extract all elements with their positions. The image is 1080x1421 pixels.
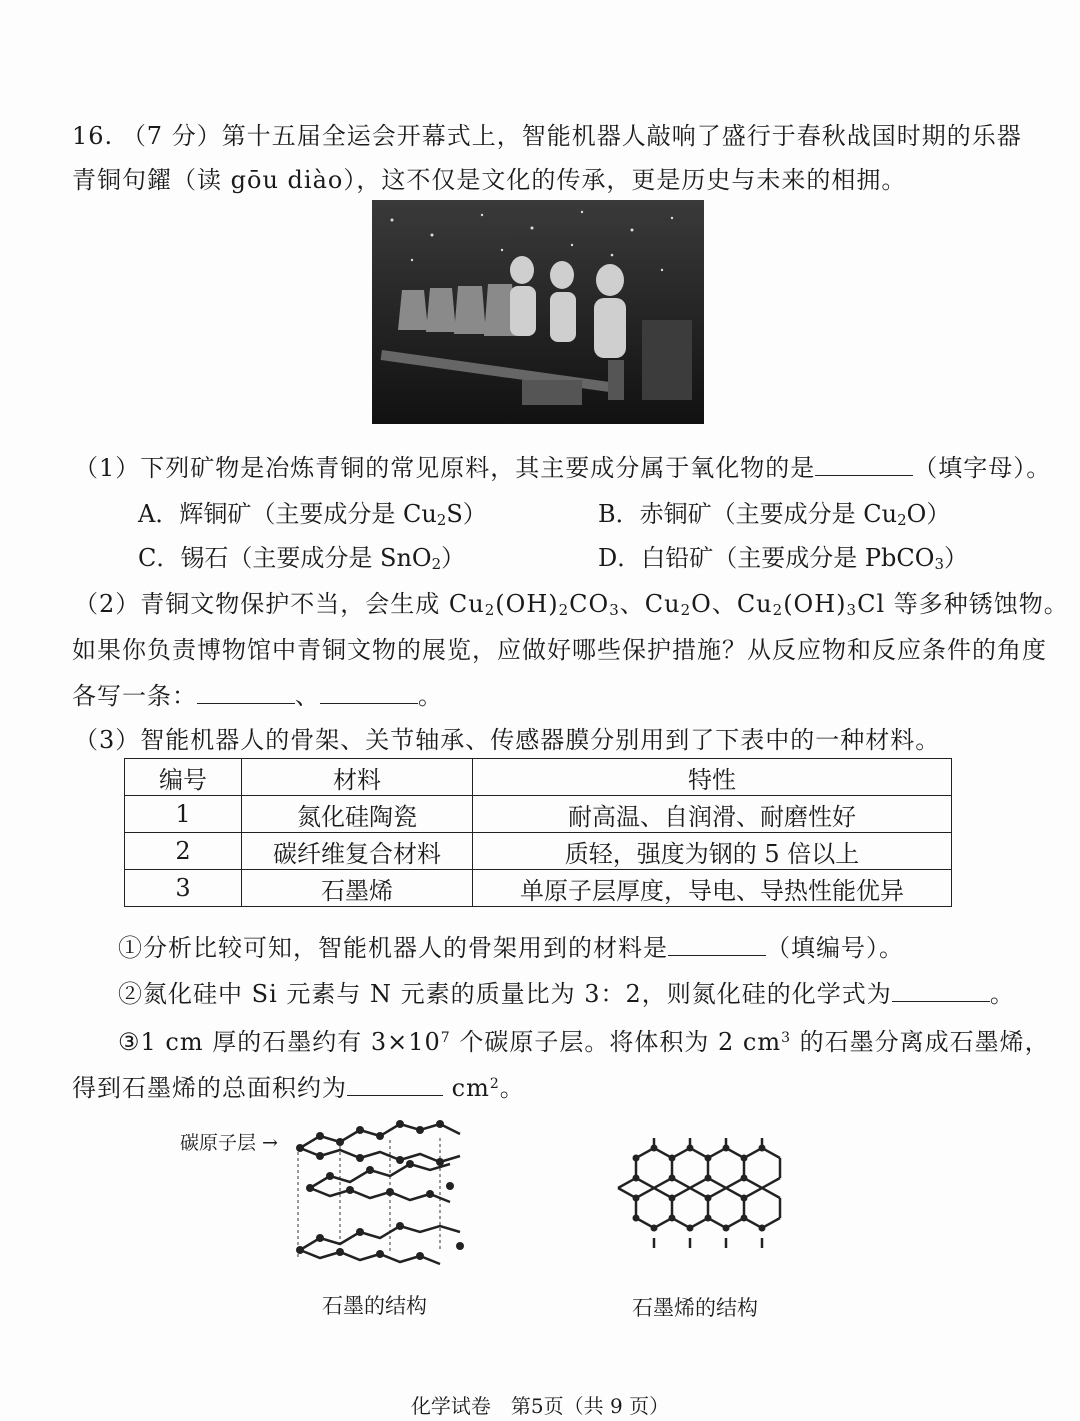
part2-suffix: 等多种锈蚀物。 <box>885 590 1069 618</box>
option-a-formula: Cu <box>402 500 437 528</box>
page-footer: 化学试卷 第5页（共 9 页） <box>410 1394 670 1418</box>
option-a-text: A．辉铜矿（主要成分是 <box>138 500 403 528</box>
part3-q3-line2-text: 得到石墨烯的总面积约为 <box>72 1074 347 1102</box>
part2-answer-blank-1[interactable] <box>197 681 295 704</box>
carbon-layer-label: 碳原子层 → <box>180 1132 278 1154</box>
option-b-text: B．赤铜矿（主要成分是 <box>598 500 864 528</box>
table-cell: 耐高温、自润滑、耐磨性好 <box>473 796 952 833</box>
option-b-formula: Cu <box>863 500 898 528</box>
question-number: 16. <box>72 122 114 150</box>
materials-table <box>124 758 952 907</box>
part3-q3-unit: cm <box>443 1074 490 1102</box>
part3-q1-hint: （填编号）。 <box>766 934 904 962</box>
robot-bells-photo <box>372 200 704 424</box>
part3-q2-text: ②氮化硅中 Si 元素与 N 元素的质量比为 3：2，则氮化硅的化学式为 <box>118 980 892 1008</box>
part3-q3-text-3: 的石墨分离成石墨烯， <box>791 1028 1050 1056</box>
option-d-formula: PbCO <box>864 544 935 572</box>
table-cell: 单原子层厚度，导电、导热性能优异 <box>473 870 952 907</box>
part3-q3-exponent-2: 3 <box>781 1030 791 1046</box>
table-header: 材料 <box>242 759 473 796</box>
table-row <box>125 833 952 870</box>
option-a[interactable] <box>138 494 487 529</box>
graphite-caption: 石墨的结构 <box>322 1294 427 1318</box>
option-c-formula-end: ） <box>441 544 466 572</box>
part3-q3 <box>118 1022 1050 1057</box>
part3-q3-line2-end: 。 <box>499 1074 525 1102</box>
option-b-formula-end: O） <box>906 500 951 528</box>
graphite-structure-diagram <box>280 1110 480 1280</box>
table-cell: 3 <box>125 870 242 907</box>
option-b-sub: 2 <box>897 511 907 529</box>
graphene-caption: 石墨烯的结构 <box>632 1296 758 1320</box>
table-header: 编号 <box>125 759 242 796</box>
option-c[interactable] <box>138 538 465 573</box>
option-d[interactable] <box>598 538 968 573</box>
question-intro-line2: 青铜句鑃（读 gōu diào），这不仅是文化的传承，更是历史与未来的相拥。 <box>72 166 907 194</box>
table-cell: 氮化硅陶瓷 <box>242 796 473 833</box>
option-d-text: D．白铅矿（主要成分是 <box>598 544 865 572</box>
part1-stem-text: （1）下列矿物是冶炼青铜的常见原料，其主要成分属于氧化物的是 <box>74 454 816 482</box>
part3-q1-text: ①分析比较可知，智能机器人的骨架用到的材料是 <box>118 934 668 962</box>
part2-prefix: （2）青铜文物保护不当，会生成 <box>74 590 449 618</box>
question-intro-text: 第十五届全运会开幕式上，智能机器人敲响了盛行于春秋战国时期的乐器 <box>221 122 1022 150</box>
option-a-sub: 2 <box>436 511 447 529</box>
part3-q3-unit-exponent: 2 <box>489 1076 500 1092</box>
part3-q3-answer-blank[interactable] <box>347 1073 443 1096</box>
part3-stem: （3）智能机器人的骨架、关节轴承、传感器膜分别用到了下表中的一种材料。 <box>74 726 941 754</box>
question-intro-line1 <box>72 116 1022 151</box>
table-cell: 1 <box>125 796 242 833</box>
part3-q3-exponent: 7 <box>440 1030 451 1046</box>
part2-stem: （2）青铜文物保护不当，会生成 $Cu_2(OH)_2CO_3$、$Cu_2O$、$Cu_2(OH)_3Cl$ 等多种锈蚀物。 <box>74 590 1069 619</box>
part1-answer-blank[interactable] <box>815 453 913 476</box>
option-c-text: C．锡石（主要成分是 <box>138 544 380 572</box>
table-header: 特性 <box>473 759 952 796</box>
graphene-structure-diagram <box>608 1128 808 1258</box>
question-score: （7 分） <box>121 122 222 150</box>
part3-q1 <box>118 928 904 963</box>
table-row <box>125 870 952 907</box>
option-d-formula-end: ） <box>943 544 968 572</box>
table-cell: 质轻，强度为钢的 5 倍以上 <box>473 833 952 870</box>
part3-q2-answer-blank[interactable] <box>892 979 990 1002</box>
table-row <box>125 796 952 833</box>
part1-stem-hint: （填字母）。 <box>913 454 1052 482</box>
option-c-formula: SnO <box>380 544 432 572</box>
part1-stem <box>74 448 1051 483</box>
part3-q3-line2 <box>72 1068 525 1103</box>
part3-q2 <box>118 974 1015 1009</box>
part3-q2-end: 。 <box>989 980 1015 1008</box>
table-cell: 2 <box>125 833 242 870</box>
option-b[interactable] <box>598 494 950 529</box>
part3-q3-text-2: 个碳原子层。将体积为 2 cm <box>450 1028 782 1056</box>
part2-line2: 如果你负责博物馆中青铜文物的展览，应做好哪些保护措施？从反应物和反应条件的角度 <box>72 636 1047 664</box>
part3-q3-text: ③1 cm 厚的石墨约有 3×10 <box>118 1028 441 1056</box>
table-cell: 石墨烯 <box>242 870 473 907</box>
option-c-sub: 2 <box>431 555 442 573</box>
part2-separator: 、 <box>295 682 320 710</box>
option-a-formula-end: S） <box>446 500 487 528</box>
table-cell: 碳纤维复合材料 <box>242 833 473 870</box>
part2-line3-text: 各写一条： <box>72 682 197 710</box>
part2-line3 <box>72 676 443 711</box>
robot-bells-illustration <box>372 200 704 424</box>
table-header-row <box>125 759 952 796</box>
part2-answer-blank-2[interactable] <box>320 681 418 704</box>
part3-q1-answer-blank[interactable] <box>668 933 766 956</box>
option-d-sub: 3 <box>934 555 944 573</box>
part2-line3-end: 。 <box>418 682 443 710</box>
